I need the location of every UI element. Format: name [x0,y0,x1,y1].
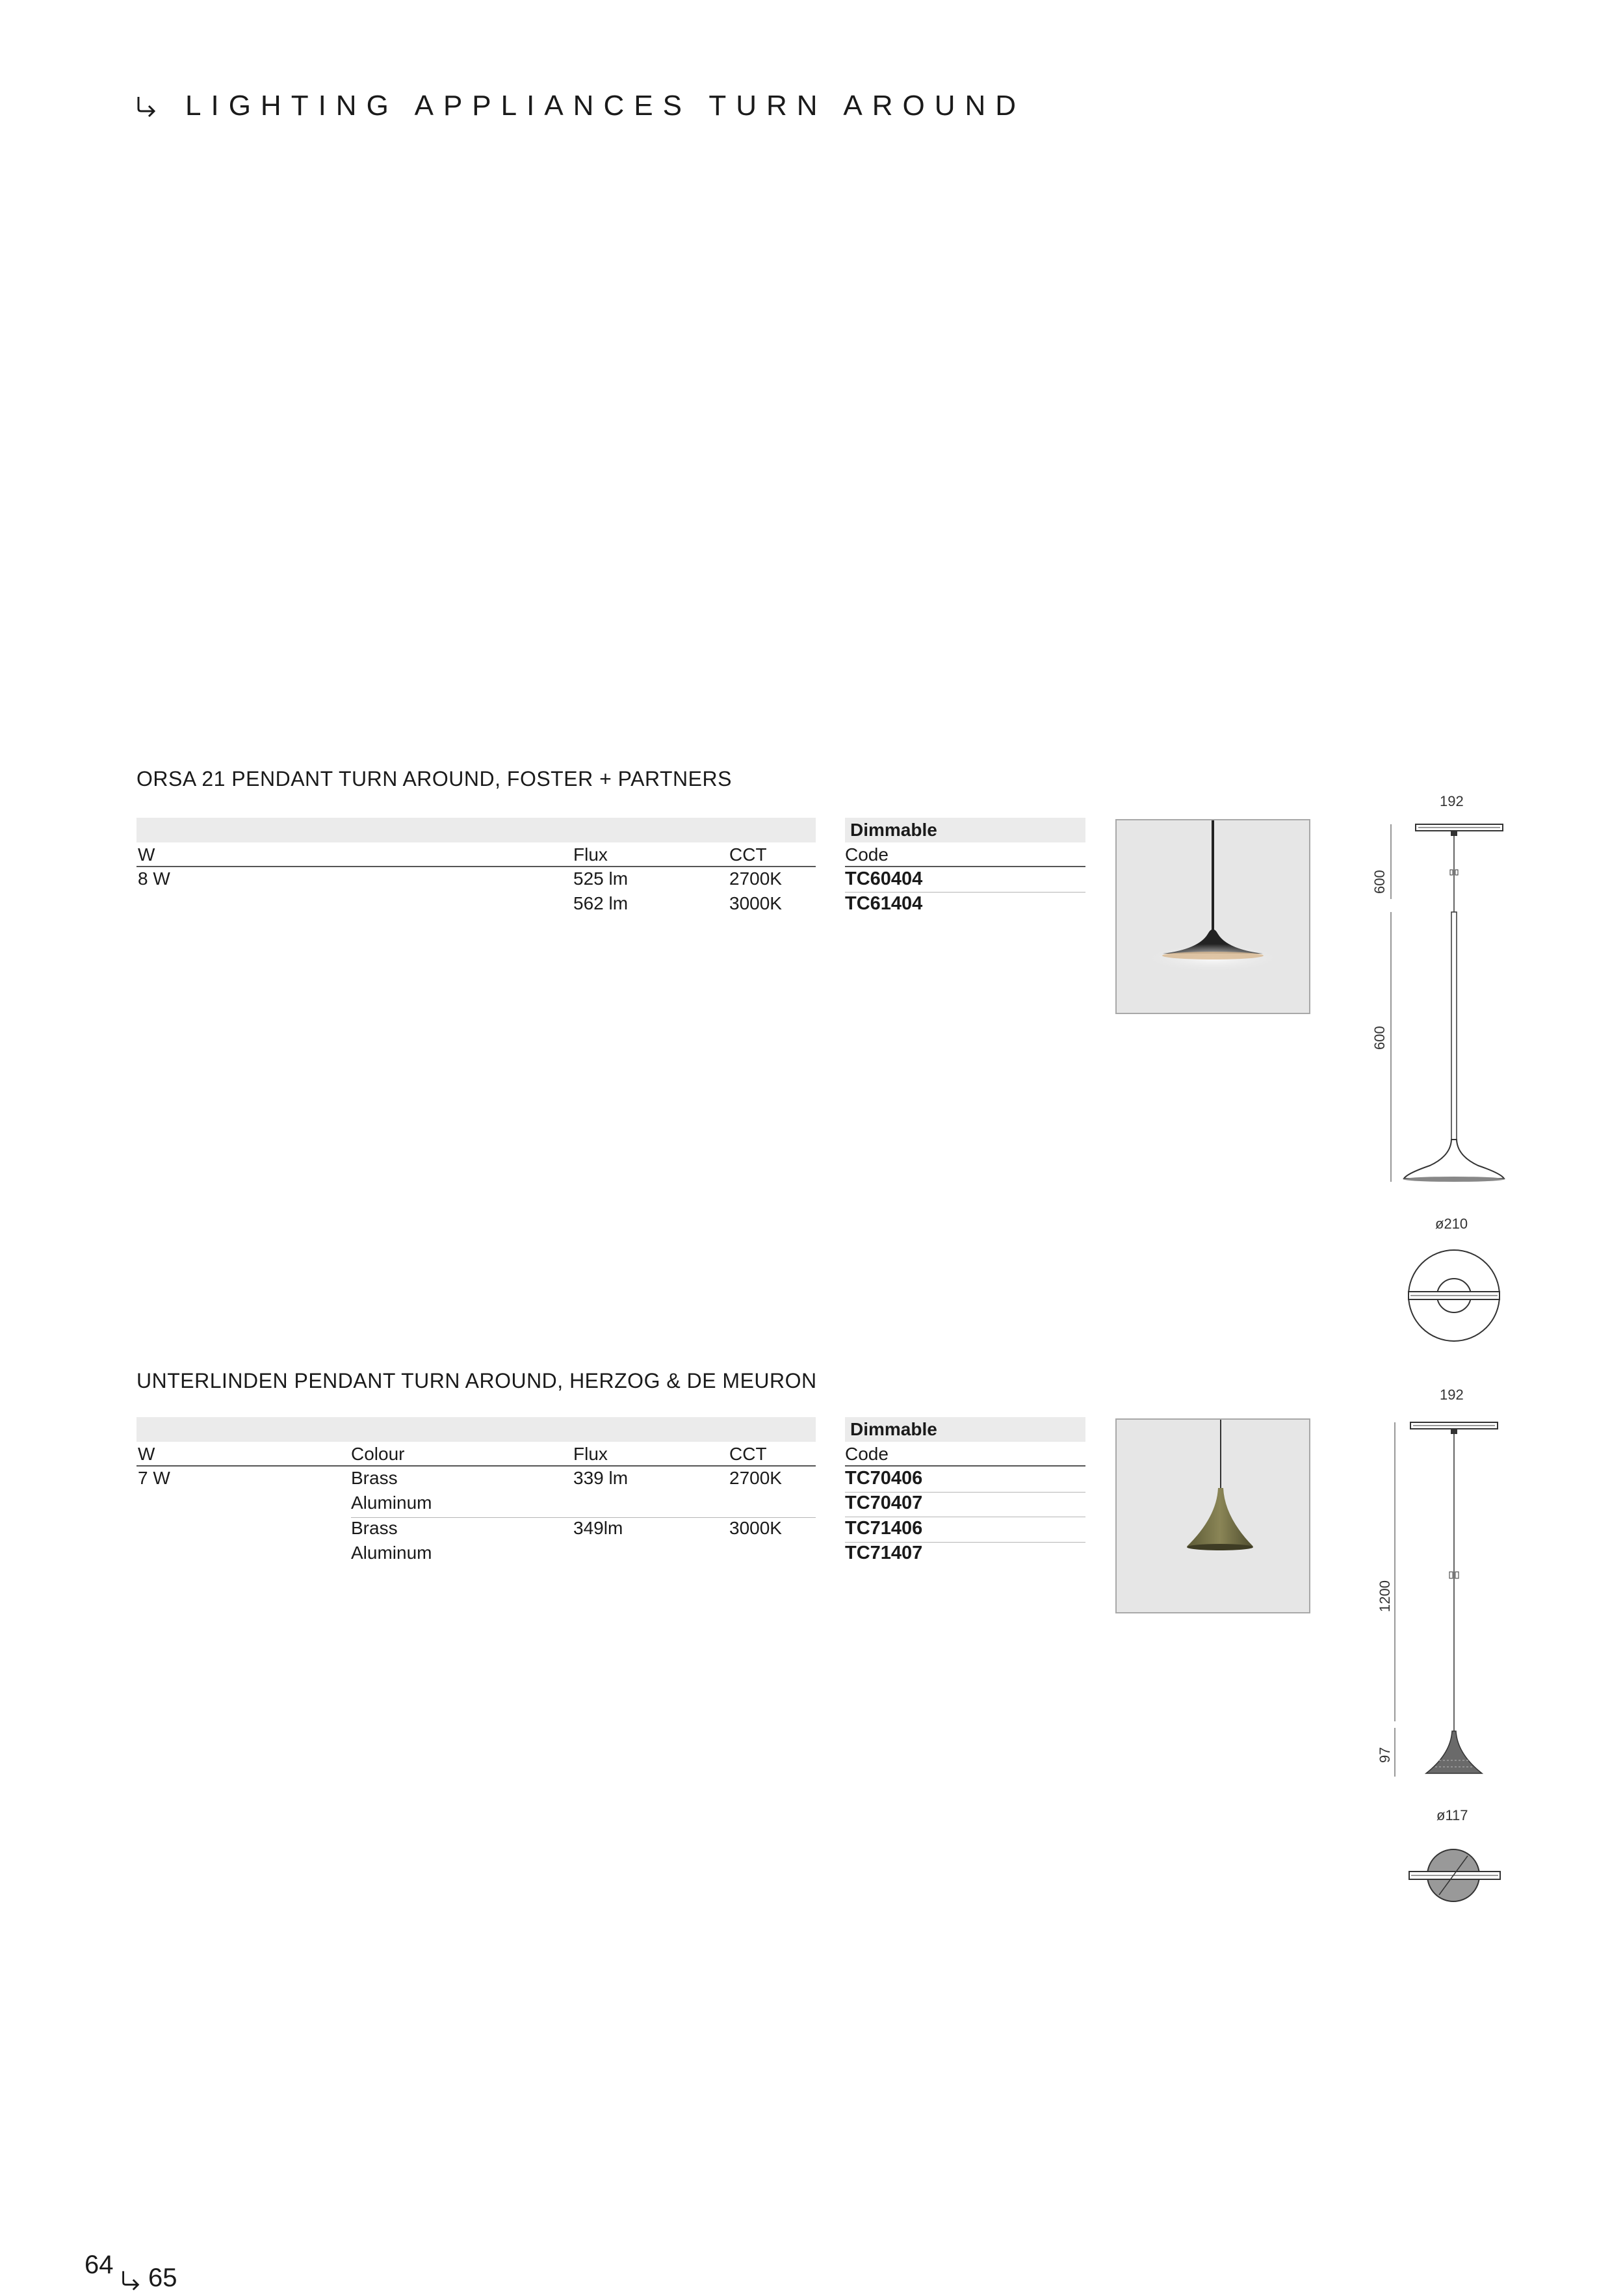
product-photo-unterlinden [1115,1418,1310,1613]
page-title: LIGHTING APPLIANCES TURN AROUND [185,90,1026,122]
code-row: TC71407 [845,1543,923,1563]
table-row: 8 W 525 lm 2700K [138,868,782,889]
col-code: Code [845,844,889,865]
technical-drawing-unterlinden [1384,1416,1521,1780]
page-number-right: 65 [148,2263,177,2292]
turn-arrow-icon [133,93,159,119]
top-view-orsa [1404,1247,1504,1344]
unterlinden-pendant-image [1117,1420,1309,1612]
dimmable-header-bar [845,818,1085,842]
dim-width-label: 192 [1440,793,1464,809]
table-header-bar [136,818,816,842]
col-w: W [138,1444,155,1464]
table-row: 7 W Brass 339 lm 2700K [138,1468,782,1488]
table-row: Brass 349lm 3000K [351,1518,782,1538]
dimmable-label: Dimmable [850,820,937,840]
dim-width-label: 192 [1440,1387,1464,1403]
dimmable-header-bar [845,1417,1085,1442]
code-row: TC61404 [845,893,923,914]
column-header-row [136,1442,816,1467]
col-cct: CCT [729,1444,767,1464]
col-cct: CCT [729,844,767,865]
dim-height-shade-label: 97 [1377,1747,1393,1763]
dim-diameter-label: ø117 [1436,1807,1468,1823]
dim-diameter-label: ø210 [1435,1216,1468,1232]
column-header-row [136,842,816,867]
orsa-pendant-image [1117,820,1309,1013]
code-header-row [845,1442,1085,1467]
table-header-bar [136,1417,816,1442]
section-title-unterlinden: UNTERLINDEN PENDANT TURN AROUND, HERZOG & DE MEURON [136,1369,817,1392]
code-row: TC60404 [845,868,1085,893]
turn-arrow-icon [118,2267,143,2292]
table-row: 562 lm 3000K [573,893,782,913]
page-number-left: 64 [84,2250,114,2279]
col-flux: Flux [573,844,608,865]
spec-table-unterlinden [136,1417,1085,1573]
code-header-row [845,842,1085,867]
code-row: TC70407 [845,1493,1085,1517]
col-colour: Colour [351,1444,405,1464]
col-w: W [138,844,155,865]
top-view-unterlinden [1407,1840,1504,1911]
spec-table-orsa [136,818,1085,922]
code-row: TC70406 [845,1468,1085,1493]
col-flux: Flux [573,1444,608,1464]
dim-height-lower-label: 600 [1371,1026,1388,1050]
page-header [133,90,1026,122]
product-photo-orsa [1115,819,1310,1014]
dimmable-label: Dimmable [850,1419,937,1439]
table-row: Aluminum [351,1493,816,1518]
dim-height-upper-label: 600 [1371,870,1388,894]
code-row: TC71406 [845,1518,1085,1543]
technical-drawing-orsa [1378,818,1521,1188]
section-title-orsa: ORSA 21 PENDANT TURN AROUND, FOSTER + PARTNERS [136,767,732,790]
col-code: Code [845,1444,889,1464]
dim-height-main-label: 1200 [1377,1580,1393,1612]
table-row: Aluminum [351,1543,432,1563]
